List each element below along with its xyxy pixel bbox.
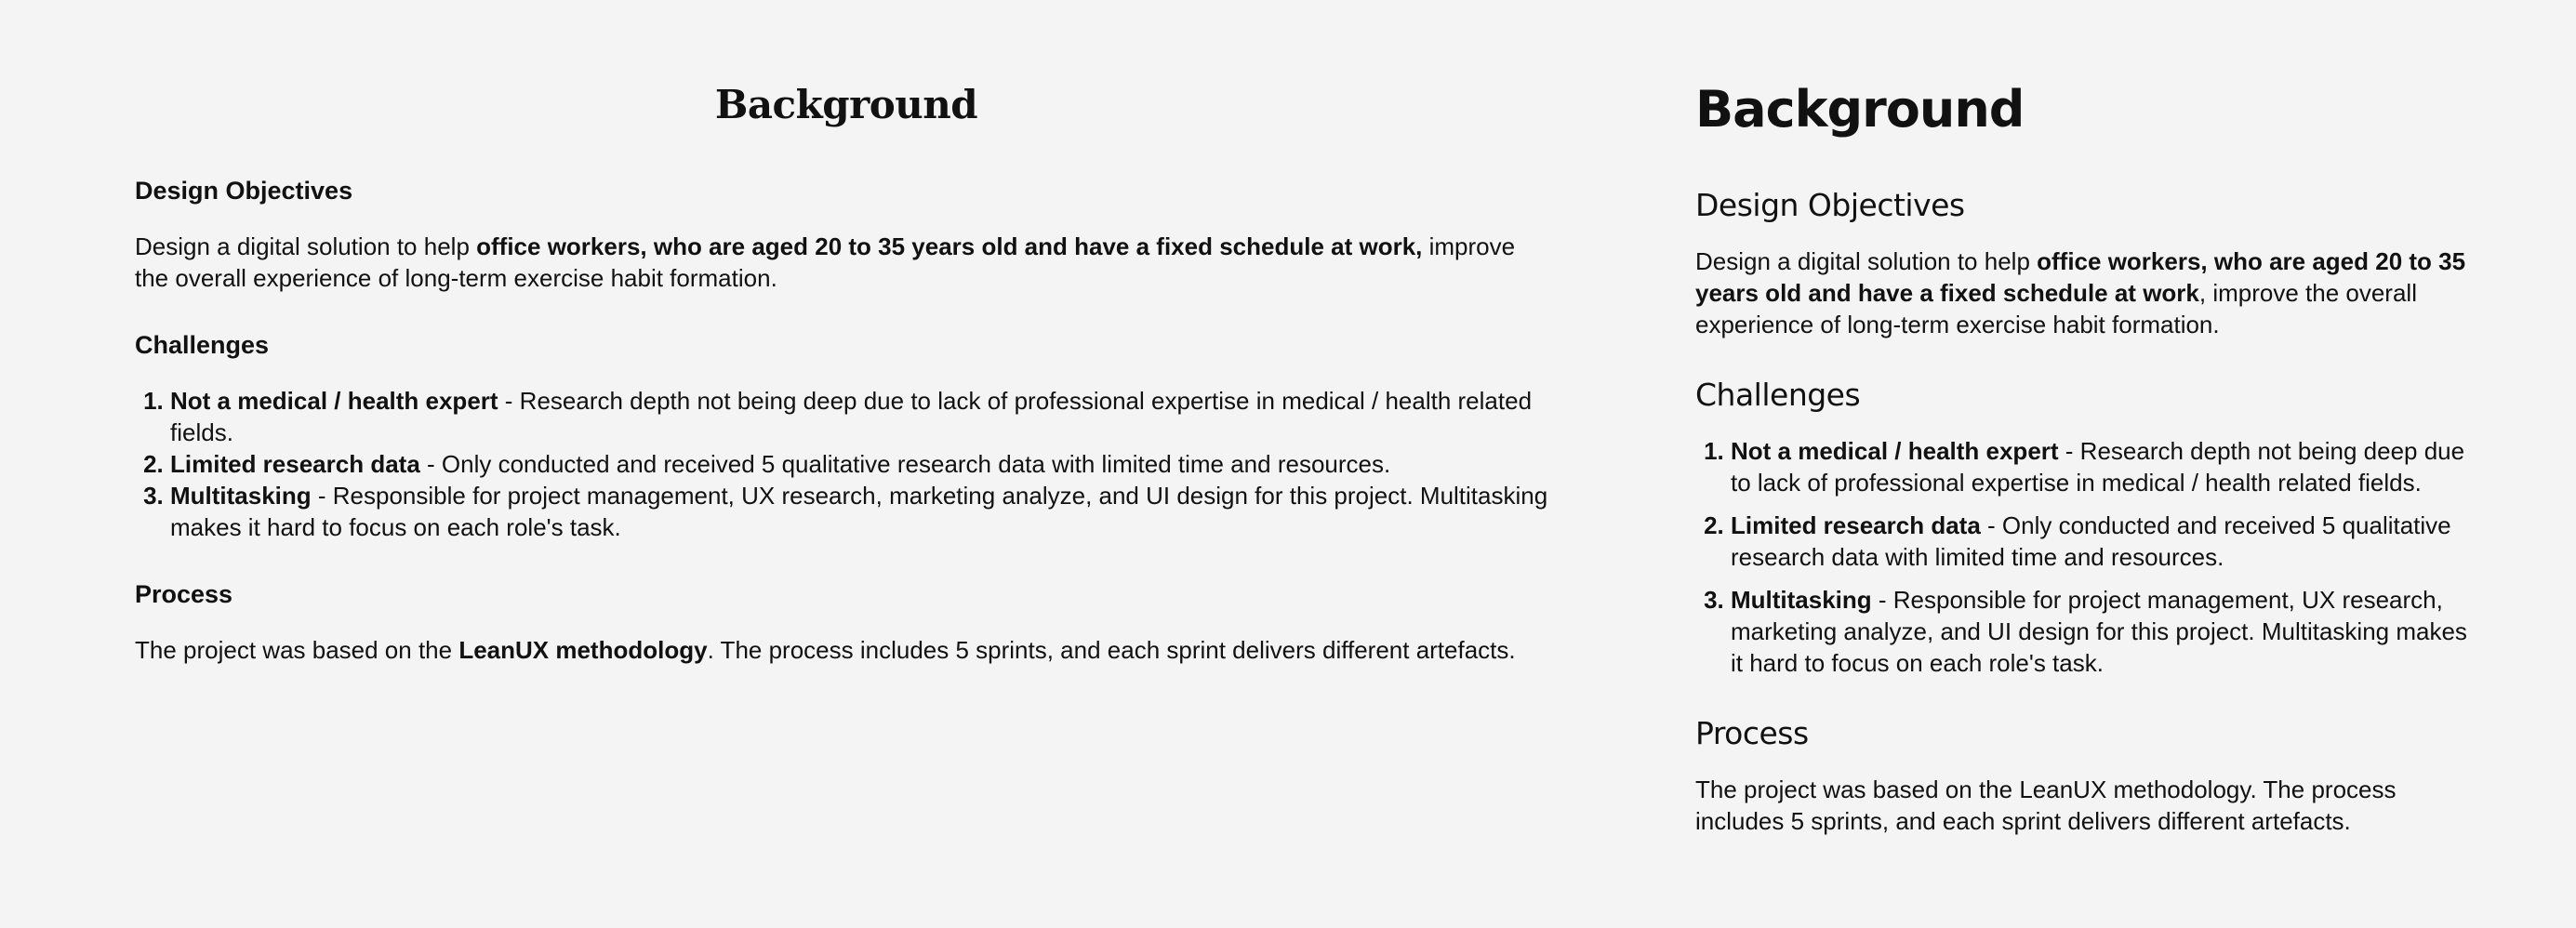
- left-content: [135, 175, 1548, 701]
- challenges-heading: Challenges: [135, 331, 270, 359]
- process-heading: Process: [1695, 715, 1809, 751]
- list-item: [170, 480, 1548, 543]
- challenge-title: Multitasking: [170, 482, 312, 510]
- page-title: Background: [714, 82, 978, 127]
- bold-segment: office workers, who are aged 20 to 35 years old and have a fixed schedule at work,: [476, 232, 1423, 260]
- text-segment: The project was based on the: [135, 636, 459, 664]
- text-segment: Design a digital solution to help: [135, 232, 477, 260]
- right-content: [1695, 184, 2467, 870]
- challenge-text: - Only conducted and received 5 qualitative research data with limited time and resources.: [419, 450, 1391, 478]
- challenge-text: - Responsible for project management, UX research, marketing analyze, and UI design for this project. Multitasking makes it hard to focus on each role's task.: [1731, 586, 2467, 677]
- challenge-text: - Research depth not being deep due to lack of professional expertise in medical / health related fields.: [1731, 437, 2465, 497]
- challenge-title: Not a medical / health expert: [170, 387, 498, 415]
- challenges-heading: Challenges: [1695, 377, 1861, 413]
- list-item: [1731, 435, 2467, 498]
- text-segment: , improve the overall experience of long-term exercise habit formation.: [1695, 279, 2417, 338]
- challenge-title: Multitasking: [1731, 586, 1872, 614]
- challenge-text: - Only conducted and received 5 qualitative research data with limited time and resources.: [1731, 511, 2451, 571]
- list-item: [1731, 584, 2467, 679]
- page-title: Background: [1695, 80, 2025, 139]
- bold-segment: office workers, who are aged 20 to 35 years old and have a fixed schedule at work: [1695, 247, 2466, 307]
- bold-segment: LeanUX methodology: [458, 636, 708, 664]
- list-item: [170, 385, 1548, 448]
- challenges-list: [135, 385, 1548, 543]
- process-text: [135, 634, 1548, 666]
- challenge-text: - Research depth not being deep due to lack of professional expertise in medical / health related fields.: [170, 387, 1533, 446]
- challenges-list: [1695, 435, 2467, 679]
- text-segment: . The process includes 5 sprints, and each sprint delivers different artefacts.: [707, 636, 1516, 664]
- text-segment: Design a digital solution to help: [1695, 247, 2038, 275]
- design-objectives-text: [1695, 245, 2467, 340]
- list-item: [170, 448, 1548, 480]
- list-item: [1731, 510, 2467, 573]
- challenge-title: Limited research data: [1731, 511, 1981, 539]
- challenge-title: Limited research data: [170, 450, 420, 478]
- design-objectives-heading: Design Objectives: [1695, 187, 1965, 223]
- process-heading: Process: [135, 580, 233, 608]
- challenge-text: - Responsible for project management, UX research, marketing analyze, and UI design for this project. Multitasking makes it hard to focus on each role's task.: [170, 482, 1548, 541]
- process-text: The project was based on the LeanUX methodology. The process includes 5 sprints, and each sprint delivers different artefacts.: [1695, 776, 2397, 835]
- text-segment: improve the overall experience of long-term exercise habit formation.: [135, 232, 1516, 292]
- challenge-title: Not a medical / health expert: [1731, 437, 2059, 465]
- design-objectives-text: [135, 231, 1548, 294]
- design-objectives-heading: Design Objectives: [135, 177, 353, 205]
